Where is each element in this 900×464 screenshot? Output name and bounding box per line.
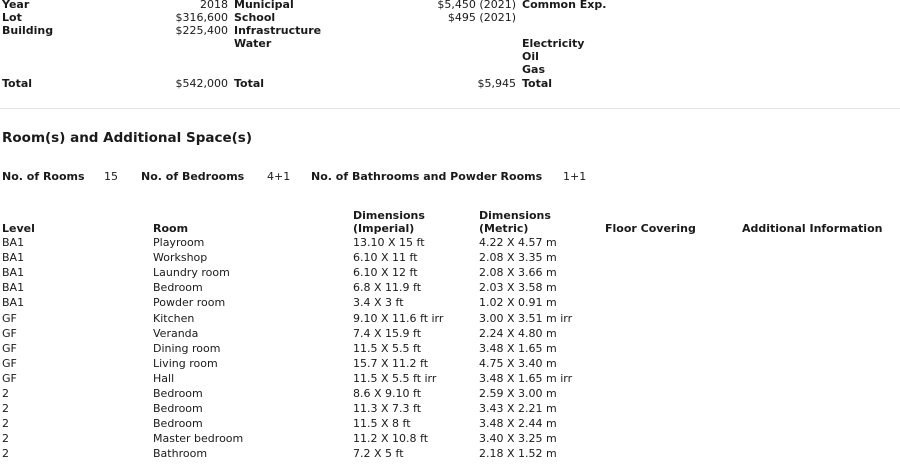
- table-row: [2, 356, 900, 371]
- room-dimensions-imperial: 13.10 X 15 ft: [353, 236, 425, 250]
- room-name: Bathroom: [153, 447, 208, 461]
- room-floor-covering: [605, 280, 742, 295]
- header-room: Room: [153, 222, 189, 235]
- header-dimensions-metric: Dimensions (Metric): [479, 209, 551, 235]
- table-row: [2, 250, 900, 265]
- room-dimensions-imperial: 9.10 X 11.6 ft irr: [353, 311, 444, 325]
- section-divider: [0, 108, 900, 109]
- room-dimensions-metric: 4.75 X 3.40 m: [479, 356, 557, 370]
- room-floor-covering: [605, 341, 742, 356]
- room-additional-info: [742, 416, 900, 431]
- table-row: [2, 326, 900, 341]
- room-name: Powder room: [153, 296, 226, 310]
- room-name: Playroom: [153, 236, 205, 250]
- room-dimensions-metric: 4.22 X 4.57 m: [479, 236, 557, 250]
- header-floor-covering: Floor Covering: [605, 222, 696, 235]
- room-additional-info: [742, 431, 900, 446]
- table-row: [2, 431, 900, 446]
- room-dimensions-imperial: 3.4 X 3 ft: [353, 296, 404, 310]
- room-dimensions-imperial: 15.7 X 11.2 ft: [353, 356, 429, 370]
- bedrooms-count-value: 4+1: [267, 170, 291, 183]
- bedrooms-count-label: No. of Bedrooms: [141, 170, 245, 183]
- municipal-tax-label: Municipal: [234, 0, 294, 11]
- room-dimensions-metric: 2.08 X 3.66 m: [479, 266, 557, 280]
- table-row: [2, 371, 900, 386]
- room-name: Workshop: [153, 251, 208, 265]
- taxes-total-label: Total: [234, 77, 265, 90]
- room-dimensions-imperial: 11.2 X 10.8 ft: [353, 432, 429, 446]
- room-level: BA1: [2, 296, 25, 310]
- room-dimensions-metric: 3.00 X 3.51 m irr: [479, 311, 573, 325]
- table-row: [2, 265, 900, 280]
- room-level: BA1: [2, 281, 25, 295]
- room-floor-covering: [605, 295, 742, 310]
- municipal-tax-value: $5,450 (2021): [437, 0, 516, 11]
- room-level: GF: [2, 371, 17, 385]
- room-dimensions-metric: 3.48 X 1.65 m: [479, 341, 557, 355]
- table-row: [2, 295, 900, 310]
- room-name: Master bedroom: [153, 432, 244, 446]
- room-dimensions-imperial: 11.5 X 5.5 ft irr: [353, 371, 437, 385]
- room-floor-covering: [605, 265, 742, 280]
- room-dimensions-metric: 2.59 X 3.00 m: [479, 386, 557, 400]
- room-additional-info: [742, 310, 900, 325]
- room-additional-info: [742, 341, 900, 356]
- room-floor-covering: [605, 356, 742, 371]
- room-dimensions-metric: 2.08 X 3.35 m: [479, 251, 557, 265]
- room-floor-covering: [605, 386, 742, 401]
- room-dimensions-metric: 2.03 X 3.58 m: [479, 281, 557, 295]
- lot-value: $316,600: [175, 11, 228, 24]
- header-level: Level: [2, 222, 35, 235]
- room-floor-covering: [605, 326, 742, 341]
- room-floor-covering: [605, 446, 742, 461]
- table-row: [2, 401, 900, 416]
- room-additional-info: [742, 326, 900, 341]
- room-additional-info: [742, 401, 900, 416]
- room-level: 2: [2, 402, 9, 416]
- table-row: [2, 310, 900, 325]
- room-dimensions-imperial: 11.3 X 7.3 ft: [353, 402, 422, 416]
- room-dimensions-metric: 3.40 X 3.25 m: [479, 432, 557, 446]
- room-dimensions-imperial: 11.5 X 8 ft: [353, 417, 411, 431]
- table-row: [2, 280, 900, 295]
- header-dimensions-imperial: Dimensions (Imperial): [353, 209, 425, 235]
- infrastructure-tax-label: Infrastructure: [234, 24, 322, 37]
- room-name: Hall: [153, 371, 175, 385]
- room-level: 2: [2, 386, 9, 400]
- table-row: [2, 235, 900, 250]
- rooms-count-label: No. of Rooms: [2, 170, 85, 183]
- rooms-section-title: Room(s) and Additional Space(s): [2, 130, 253, 146]
- room-level: BA1: [2, 236, 25, 250]
- room-name: Bedroom: [153, 417, 203, 431]
- room-dimensions-imperial: 7.4 X 15.9 ft: [353, 326, 422, 340]
- lot-label: Lot: [2, 11, 22, 24]
- room-level: 2: [2, 417, 9, 431]
- room-floor-covering: [605, 416, 742, 431]
- room-floor-covering: [605, 431, 742, 446]
- oil-label: Oil: [522, 50, 539, 63]
- room-additional-info: [742, 356, 900, 371]
- room-dimensions-metric: 3.43 X 2.21 m: [479, 402, 557, 416]
- header-additional-info: Additional Information: [742, 222, 883, 235]
- taxes-total-value: $5,945: [477, 77, 516, 90]
- room-floor-covering: [605, 401, 742, 416]
- room-floor-covering: [605, 310, 742, 325]
- room-name: Laundry room: [153, 266, 230, 280]
- evaluation-total-label: Total: [2, 77, 33, 90]
- room-level: GF: [2, 356, 17, 370]
- room-additional-info: [742, 235, 900, 250]
- table-row: [2, 341, 900, 356]
- room-floor-covering: [605, 250, 742, 265]
- room-name: Bedroom: [153, 386, 203, 400]
- room-dimensions-metric: 1.02 X 0.91 m: [479, 296, 557, 310]
- water-tax-label: Water: [234, 37, 272, 50]
- room-additional-info: [742, 250, 900, 265]
- room-level: GF: [2, 311, 17, 325]
- room-dimensions-imperial: 11.5 X 5.5 ft: [353, 341, 422, 355]
- bathrooms-count-label: No. of Bathrooms and Powder Rooms: [311, 170, 543, 183]
- rooms-count-value: 15: [104, 170, 118, 183]
- room-level: GF: [2, 326, 17, 340]
- room-additional-info: [742, 265, 900, 280]
- room-additional-info: [742, 295, 900, 310]
- room-dimensions-imperial: 6.8 X 11.9 ft: [353, 281, 422, 295]
- room-dimensions-imperial: 7.2 X 5 ft: [353, 447, 404, 461]
- room-floor-covering: [605, 371, 742, 386]
- year-value: 2018: [200, 0, 228, 11]
- rooms-table-header: [2, 209, 900, 235]
- room-additional-info: [742, 446, 900, 461]
- room-dimensions-metric: 2.24 X 4.80 m: [479, 326, 557, 340]
- room-dimensions-imperial: 8.6 X 9.10 ft: [353, 386, 422, 400]
- room-level: BA1: [2, 251, 25, 265]
- room-dimensions-imperial: 6.10 X 11 ft: [353, 251, 418, 265]
- room-dimensions-metric: 3.48 X 2.44 m: [479, 417, 557, 431]
- room-level: GF: [2, 341, 17, 355]
- room-additional-info: [742, 386, 900, 401]
- room-name: Bedroom: [153, 402, 203, 416]
- room-name: Kitchen: [153, 311, 195, 325]
- bathrooms-count-value: 1+1: [563, 170, 587, 183]
- rooms-table: [2, 209, 900, 461]
- table-row: [2, 386, 900, 401]
- room-level: 2: [2, 447, 9, 461]
- building-label: Building: [2, 24, 54, 37]
- room-level: BA1: [2, 266, 25, 280]
- common-expenses-label: Common Exp.: [522, 0, 607, 11]
- school-tax-value: $495 (2021): [447, 11, 516, 24]
- room-name: Veranda: [153, 326, 199, 340]
- school-tax-label: School: [234, 11, 276, 24]
- expenses-total-label: Total: [522, 77, 553, 90]
- evaluation-total-value: $542,000: [175, 77, 228, 90]
- table-row: [2, 446, 900, 461]
- room-additional-info: [742, 371, 900, 386]
- room-dimensions-imperial: 6.10 X 12 ft: [353, 266, 418, 280]
- room-floor-covering: [605, 235, 742, 250]
- room-name: Living room: [153, 356, 218, 370]
- room-dimensions-metric: 2.18 X 1.52 m: [479, 447, 557, 461]
- gas-label: Gas: [522, 63, 545, 76]
- room-additional-info: [742, 280, 900, 295]
- room-dimensions-metric: 3.48 X 1.65 m irr: [479, 371, 573, 385]
- building-value: $225,400: [175, 24, 228, 37]
- room-level: 2: [2, 432, 9, 446]
- electricity-label: Electricity: [522, 37, 585, 50]
- room-name: Dining room: [153, 341, 221, 355]
- year-label: Year: [2, 0, 30, 11]
- room-name: Bedroom: [153, 281, 203, 295]
- table-row: [2, 416, 900, 431]
